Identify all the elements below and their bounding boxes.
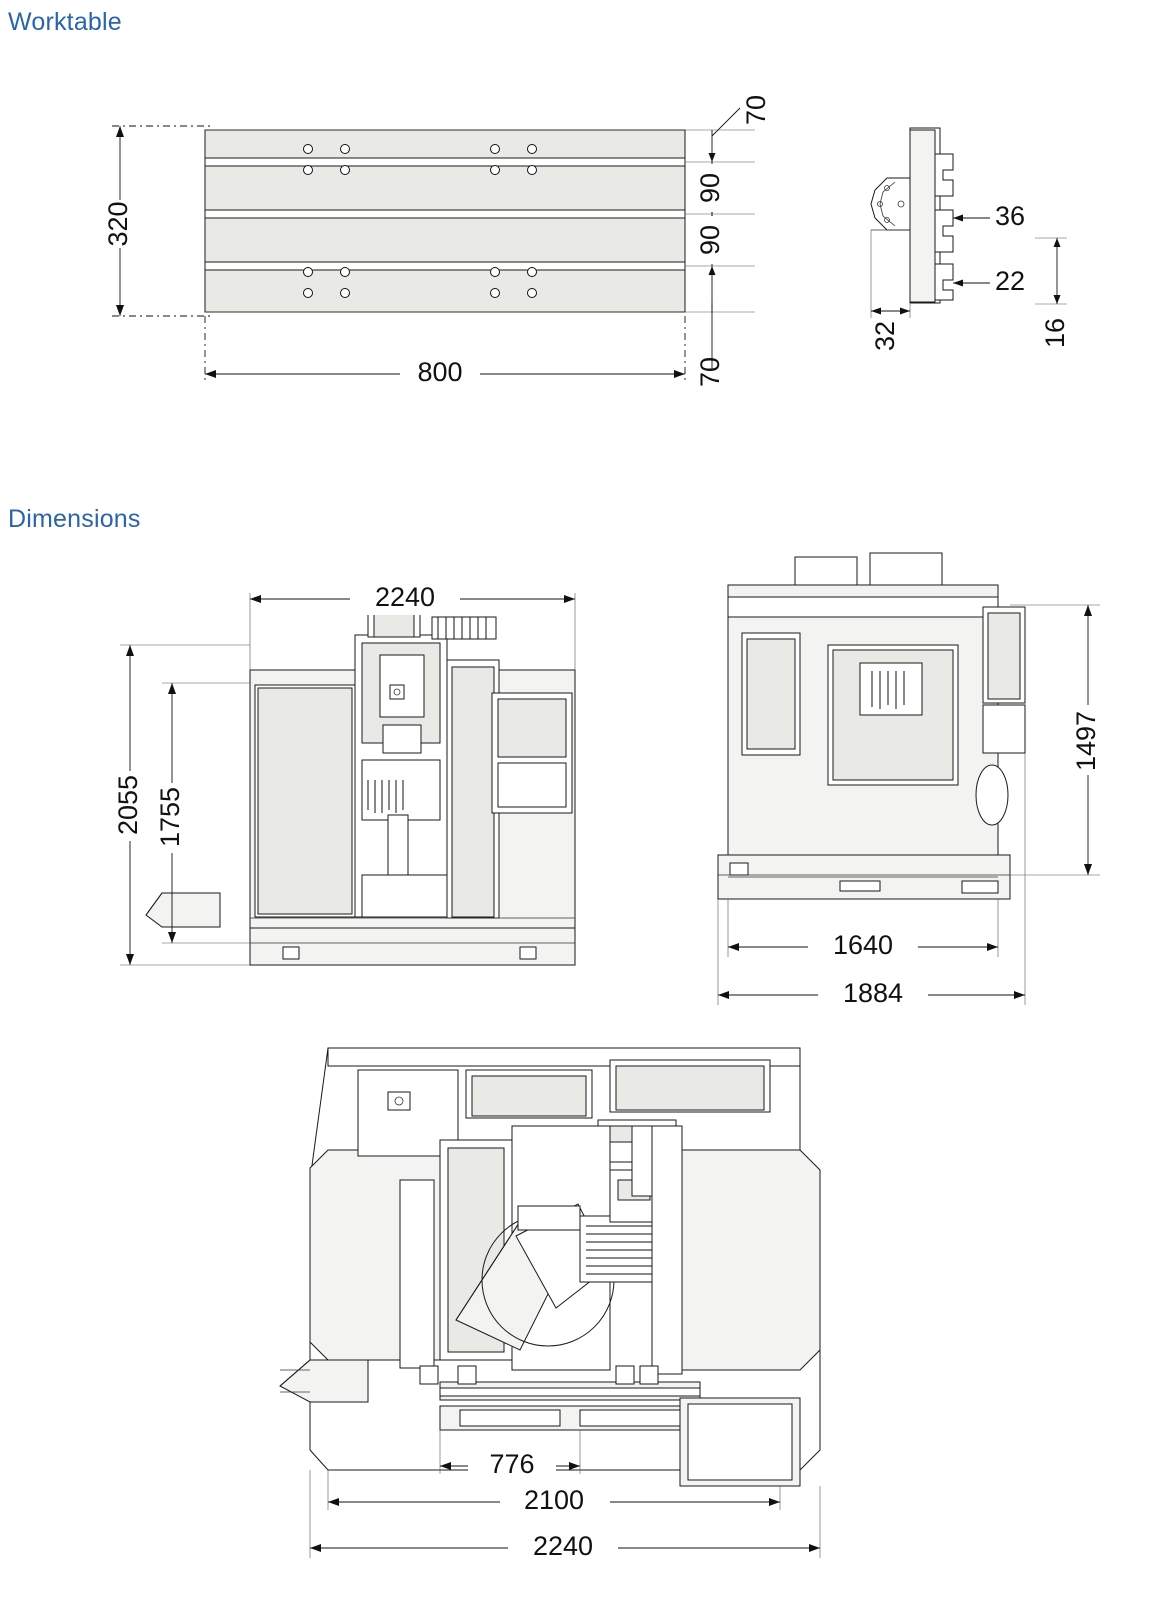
dim-label-90-b: 90 (695, 224, 726, 256)
dim-label-90-a: 90 (695, 172, 726, 204)
dim-label-1640: 1640 (832, 930, 894, 961)
worktable-drawing (90, 90, 810, 420)
dimension-36 (953, 201, 1025, 231)
t-slot-profile (871, 128, 953, 303)
dim-label-2055: 2055 (113, 774, 144, 836)
dimension-16 (1035, 238, 1070, 348)
dimension-slot-spacing (685, 95, 771, 387)
dim-label-36: 36 (994, 201, 1026, 232)
dimension-32 (870, 230, 910, 351)
dim-label-2240-top: 2240 (532, 1531, 594, 1562)
t-slot-section-detail (835, 118, 1115, 378)
section-title-worktable: Worktable (8, 8, 122, 36)
dimension-1640 (728, 899, 998, 963)
dim-label-32: 32 (870, 320, 901, 352)
dim-label-70-bottom: 70 (695, 356, 726, 388)
dim-label-800: 800 (417, 357, 463, 388)
dimension-height-320 (103, 126, 210, 316)
dim-label-2100: 2100 (523, 1485, 585, 1516)
dimension-length-800 (205, 316, 685, 390)
dim-label-16: 16 (1040, 317, 1071, 349)
front-view-machine (146, 597, 575, 965)
dimension-22 (953, 266, 1025, 296)
dim-label-1497: 1497 (1071, 710, 1102, 772)
worktable-outline (205, 130, 685, 312)
dim-label-776: 776 (489, 1449, 535, 1480)
machine-top-view (280, 1030, 900, 1590)
dim-label-22: 22 (994, 266, 1026, 297)
machine-front-view (100, 575, 620, 1015)
dim-label-70-top: 70 (741, 94, 772, 126)
dim-label-320: 320 (103, 201, 134, 247)
side-view-machine (718, 553, 1025, 899)
dim-label-1884: 1884 (842, 978, 904, 1009)
section-title-dimensions: Dimensions (8, 505, 141, 533)
dim-label-2240-front: 2240 (374, 582, 436, 613)
top-view-machine (280, 1048, 820, 1486)
machine-side-view (700, 545, 1130, 1025)
dim-label-1755: 1755 (155, 786, 186, 848)
